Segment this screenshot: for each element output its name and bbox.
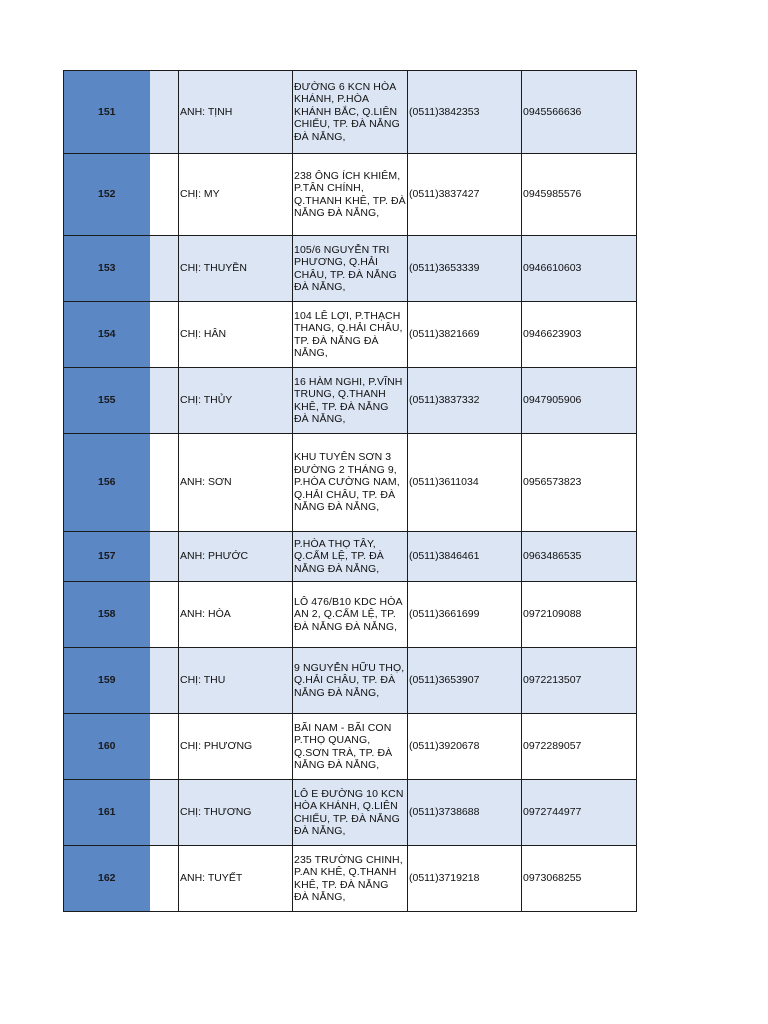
- contact-mobile: 0963486535: [522, 532, 637, 582]
- contact-name: CHỊ: THUYỀN: [179, 236, 293, 302]
- contact-mobile: 0972744977: [522, 780, 637, 846]
- contact-address: LÔ E ĐƯỜNG 10 KCN HÒA KHÁNH, Q.LIÊN CHIỂU, TP. ĐÀ NẴNG ĐÀ NẴNG,: [293, 780, 408, 846]
- contact-name: CHỊ: THỦY: [179, 368, 293, 434]
- row-number: 155: [64, 368, 150, 434]
- spreadsheet: [63, 70, 636, 912]
- contact-name: ANH: TUYẾT: [179, 846, 293, 912]
- contact-address: ĐƯỜNG 6 KCN HÒA KHÁNH, P.HÒA KHÁNH BẮC, Q.LIÊN CHIỂU, TP. ĐÀ NẴNG ĐÀ NẴNG,: [293, 71, 408, 154]
- contact-mobile: 0973068255: [522, 846, 637, 912]
- contact-address: 235 TRƯỜNG CHINH, P.AN KHÊ, Q.THANH KHÊ, TP. ĐÀ NẴNG ĐÀ NẴNG,: [293, 846, 408, 912]
- row-spacer: [150, 532, 179, 582]
- row-spacer: [150, 846, 179, 912]
- contact-phone: (0511)3653907: [408, 648, 522, 714]
- contact-address: 9 NGUYỄN HỮU THỌ, Q.HẢI CHÂU, TP. ĐÀ NẴNG ĐÀ NẴNG,: [293, 648, 408, 714]
- contact-mobile: 0947905906: [522, 368, 637, 434]
- contact-name: CHỊ: MY: [179, 154, 293, 236]
- contact-address: 238 ÔNG ÍCH KHIÊM, P.TÂN CHÍNH, Q.THANH KHÊ, TP. ĐÀ NẴNG ĐÀ NẴNG,: [293, 154, 408, 236]
- table-row: [64, 154, 637, 236]
- row-number: 159: [64, 648, 150, 714]
- table-row: [64, 71, 637, 154]
- contact-phone: (0511)3920678: [408, 714, 522, 780]
- row-number: 160: [64, 714, 150, 780]
- row-number: 157: [64, 532, 150, 582]
- table-row: [64, 846, 637, 912]
- contact-name: CHỊ: THƯƠNG: [179, 780, 293, 846]
- row-number: 153: [64, 236, 150, 302]
- contact-address: KHU TUYÊN SƠN 3 ĐƯỜNG 2 THÁNG 9, P.HÒA CƯỜNG NAM, Q.HẢI CHÂU, TP. ĐÀ NẴNG ĐÀ NẴNG,: [293, 434, 408, 532]
- contact-address: 104 LÊ LỢI, P.THẠCH THANG, Q.HẢI CHÂU, TP. ĐÀ NẴNG ĐÀ NẴNG,: [293, 302, 408, 368]
- contact-phone: (0511)3661699: [408, 582, 522, 648]
- contact-address: 16 HÀM NGHI, P.VĨNH TRUNG, Q.THANH KHÊ, TP. ĐÀ NẴNG ĐÀ NẴNG,: [293, 368, 408, 434]
- contact-mobile: 0945566636: [522, 71, 637, 154]
- row-spacer: [150, 236, 179, 302]
- row-spacer: [150, 368, 179, 434]
- contact-phone: (0511)3653339: [408, 236, 522, 302]
- row-spacer: [150, 582, 179, 648]
- table-row: [64, 648, 637, 714]
- row-number: 161: [64, 780, 150, 846]
- table-row: [64, 714, 637, 780]
- contact-address: 105/6 NGUYỄN TRI PHƯƠNG, Q.HẢI CHÂU, TP. ĐÀ NẴNG ĐÀ NẴNG,: [293, 236, 408, 302]
- contact-mobile: 0956573823: [522, 434, 637, 532]
- row-number: 162: [64, 846, 150, 912]
- contact-name: ANH: PHƯỚC: [179, 532, 293, 582]
- contact-phone: (0511)3846461: [408, 532, 522, 582]
- table-row: [64, 236, 637, 302]
- contact-name: CHỊ: PHƯƠNG: [179, 714, 293, 780]
- contact-mobile: 0972109088: [522, 582, 637, 648]
- contact-name: ANH: TỊNH: [179, 71, 293, 154]
- row-number: 156: [64, 434, 150, 532]
- table-row: [64, 368, 637, 434]
- row-spacer: [150, 302, 179, 368]
- row-number: 154: [64, 302, 150, 368]
- row-number: 151: [64, 71, 150, 154]
- row-spacer: [150, 71, 179, 154]
- contact-phone: (0511)3837332: [408, 368, 522, 434]
- table-row: [64, 302, 637, 368]
- row-number: 158: [64, 582, 150, 648]
- contact-mobile: 0972289057: [522, 714, 637, 780]
- contact-mobile: 0945985576: [522, 154, 637, 236]
- contact-phone: (0511)3842353: [408, 71, 522, 154]
- contact-name: CHỊ: HÂN: [179, 302, 293, 368]
- table-row: [64, 434, 637, 532]
- contact-phone: (0511)3611034: [408, 434, 522, 532]
- table-row: [64, 780, 637, 846]
- table-row: [64, 532, 637, 582]
- row-spacer: [150, 434, 179, 532]
- contact-phone: (0511)3719218: [408, 846, 522, 912]
- contact-name: ANH: SƠN: [179, 434, 293, 532]
- contact-mobile: 0946610603: [522, 236, 637, 302]
- row-spacer: [150, 780, 179, 846]
- contact-address: P.HÒA THỌ TÂY, Q.CẨM LỆ, TP. ĐÀ NẴNG ĐÀ NẴNG,: [293, 532, 408, 582]
- row-number: 152: [64, 154, 150, 236]
- contact-table: [63, 70, 637, 912]
- contact-phone: (0511)3821669: [408, 302, 522, 368]
- contact-name: ANH: HÒA: [179, 582, 293, 648]
- contact-name: CHỊ: THU: [179, 648, 293, 714]
- contact-mobile: 0946623903: [522, 302, 637, 368]
- contact-phone: (0511)3837427: [408, 154, 522, 236]
- contact-address: BÃI NAM - BÃI CON P.THỌ QUANG, Q.SƠN TRÀ, TP. ĐÀ NẴNG ĐÀ NẴNG,: [293, 714, 408, 780]
- table-row: [64, 582, 637, 648]
- row-spacer: [150, 714, 179, 780]
- row-spacer: [150, 648, 179, 714]
- contact-phone: (0511)3738688: [408, 780, 522, 846]
- contact-mobile: 0972213507: [522, 648, 637, 714]
- row-spacer: [150, 154, 179, 236]
- contact-address: LÔ 476/B10 KDC HÒA AN 2, Q.CẨM LỆ, TP. ĐÀ NẴNG ĐÀ NẴNG,: [293, 582, 408, 648]
